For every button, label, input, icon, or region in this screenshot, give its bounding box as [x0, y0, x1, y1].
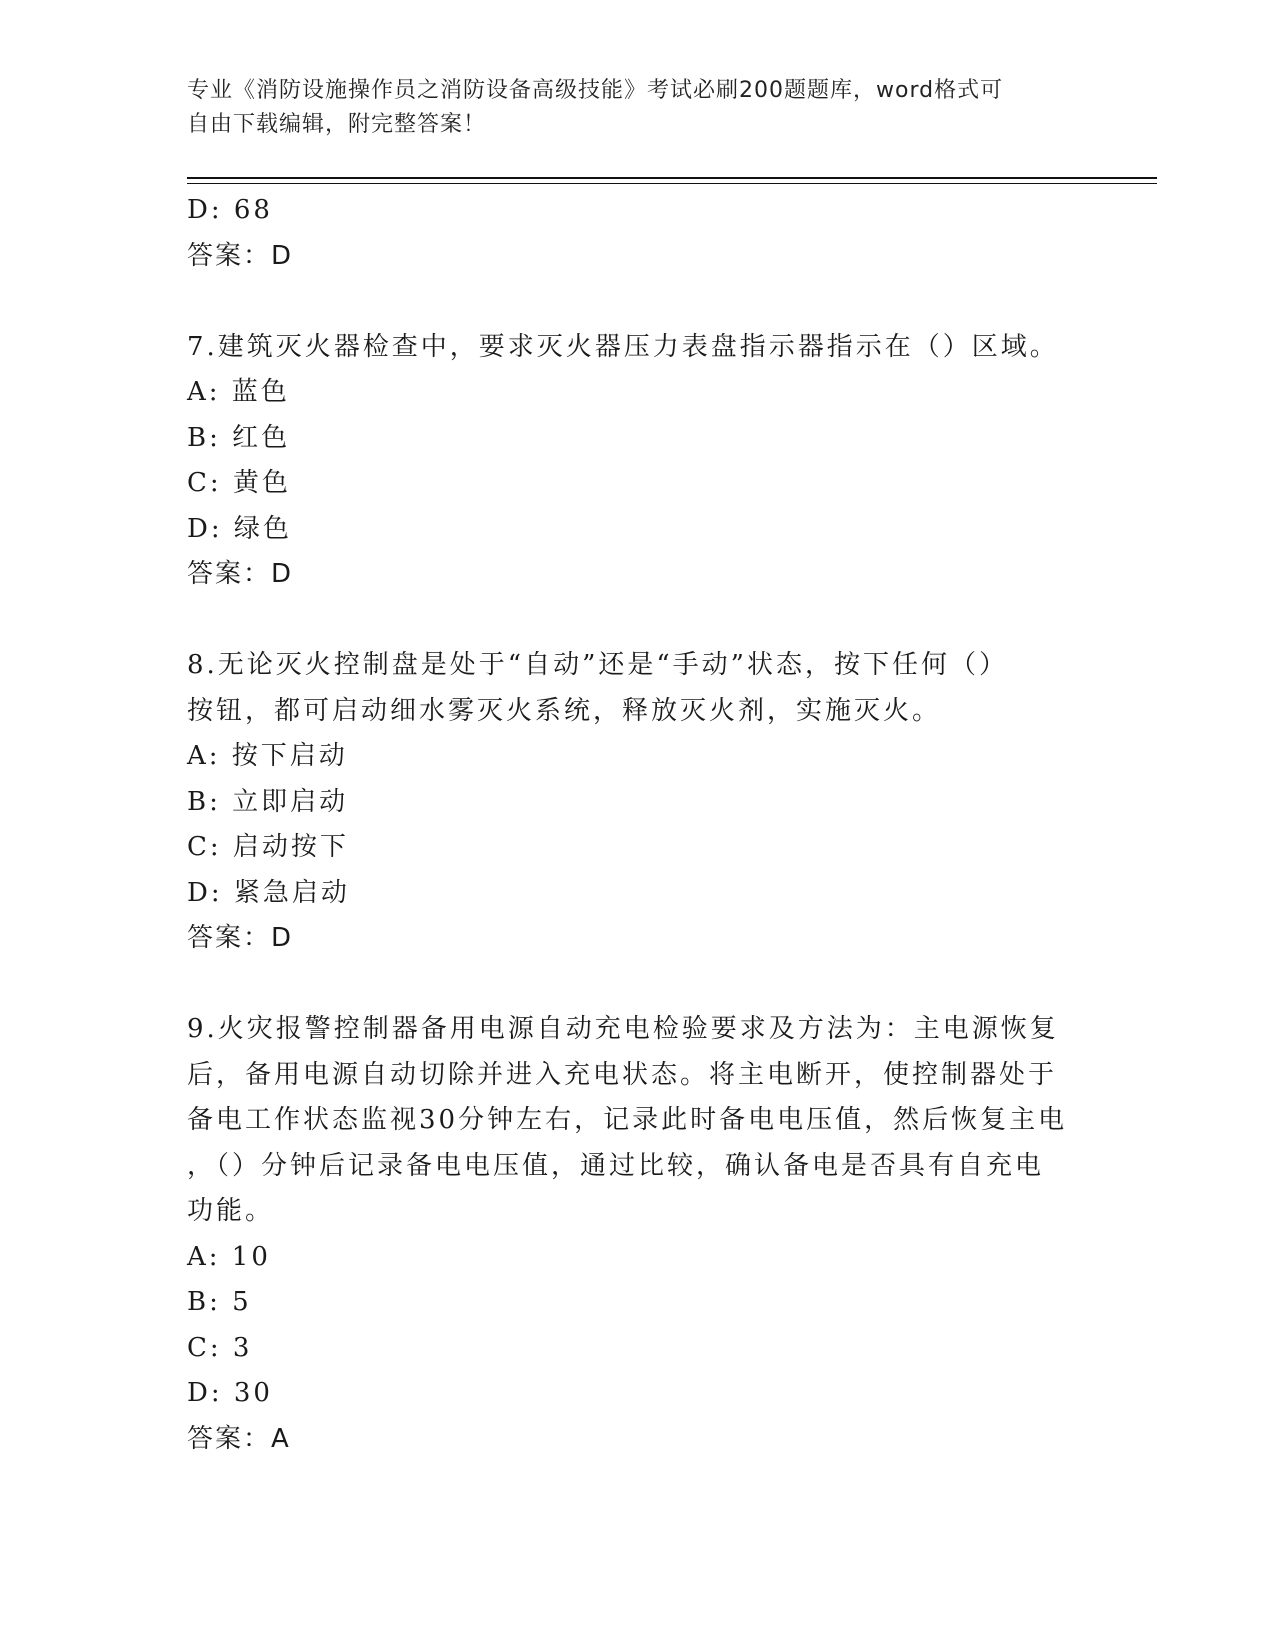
question-stem: 7.建筑灭火器检查中，要求灭火器压力表盘指示器指示在（）区域。: [187, 331, 1059, 362]
option-a: A: 10: [187, 1241, 271, 1272]
option-c: C: 3: [187, 1332, 253, 1363]
spacer: [187, 598, 1087, 644]
question-stem-line: ，（）分钟后记录备电电压值，通过比较，确认备电是否具有自充电: [187, 1150, 1045, 1181]
answer-line: 答案：D: [187, 240, 294, 271]
option-a: A: 按下启动: [187, 741, 348, 771]
answer-line: 答案：A: [187, 1423, 291, 1454]
document-header: [187, 74, 1087, 142]
question-stem-line: 8.无论灭火控制盘是处于“自动”还是“手动”状态，按下任何（）: [187, 650, 1008, 680]
question-list: [187, 188, 1087, 1462]
option-d: D: 30: [187, 1378, 273, 1408]
question-stem-line: 功能。: [187, 1196, 275, 1226]
option-d: D: 紧急启动: [187, 877, 350, 908]
option-b: B: 5: [187, 1287, 252, 1317]
spacer: [187, 962, 1087, 1008]
option-d: D: 绿色: [187, 513, 292, 544]
header-rule-thick: [187, 177, 1157, 179]
question-7: [187, 325, 1087, 598]
option-b: B: 立即启动: [187, 786, 349, 817]
option-a: A: 蓝色: [187, 377, 290, 407]
question-9: [187, 1007, 1087, 1462]
spacer: [187, 279, 1087, 325]
question-stem-line: 按钮，都可启动细水雾灭火系统，释放灭火剂，实施灭火。: [187, 695, 942, 726]
question-8: [187, 643, 1087, 962]
option-c: C: 启动按下: [187, 832, 349, 862]
option-d: D: 68: [187, 195, 273, 225]
header-line-1: 专业《消防设施操作员之消防设备高级技能》考试必刷200题题库，word格式可: [187, 78, 1004, 103]
answer-line: 答案：D: [187, 559, 294, 589]
option-b: B: 红色: [187, 422, 291, 453]
option-c: C: 黄色: [187, 468, 291, 498]
header-line-2: 自由下载编辑，附完整答案！: [187, 112, 487, 137]
question-stem-line: 9.火灾报警控制器备用电源自动充电检验要求及方法为：主电源恢复: [187, 1014, 1059, 1044]
previous-question-tail: [187, 188, 1087, 279]
question-stem-line: 后，备用电源自动切除并进入充电状态。将主电断开，使控制器处于: [187, 1059, 1058, 1090]
question-stem-line: 备电工作状态监视30分钟左右，记录此时备电电压值，然后恢复主电: [187, 1105, 1068, 1135]
answer-line: 答案：D: [187, 923, 294, 953]
header-rule-thin: [187, 183, 1157, 184]
